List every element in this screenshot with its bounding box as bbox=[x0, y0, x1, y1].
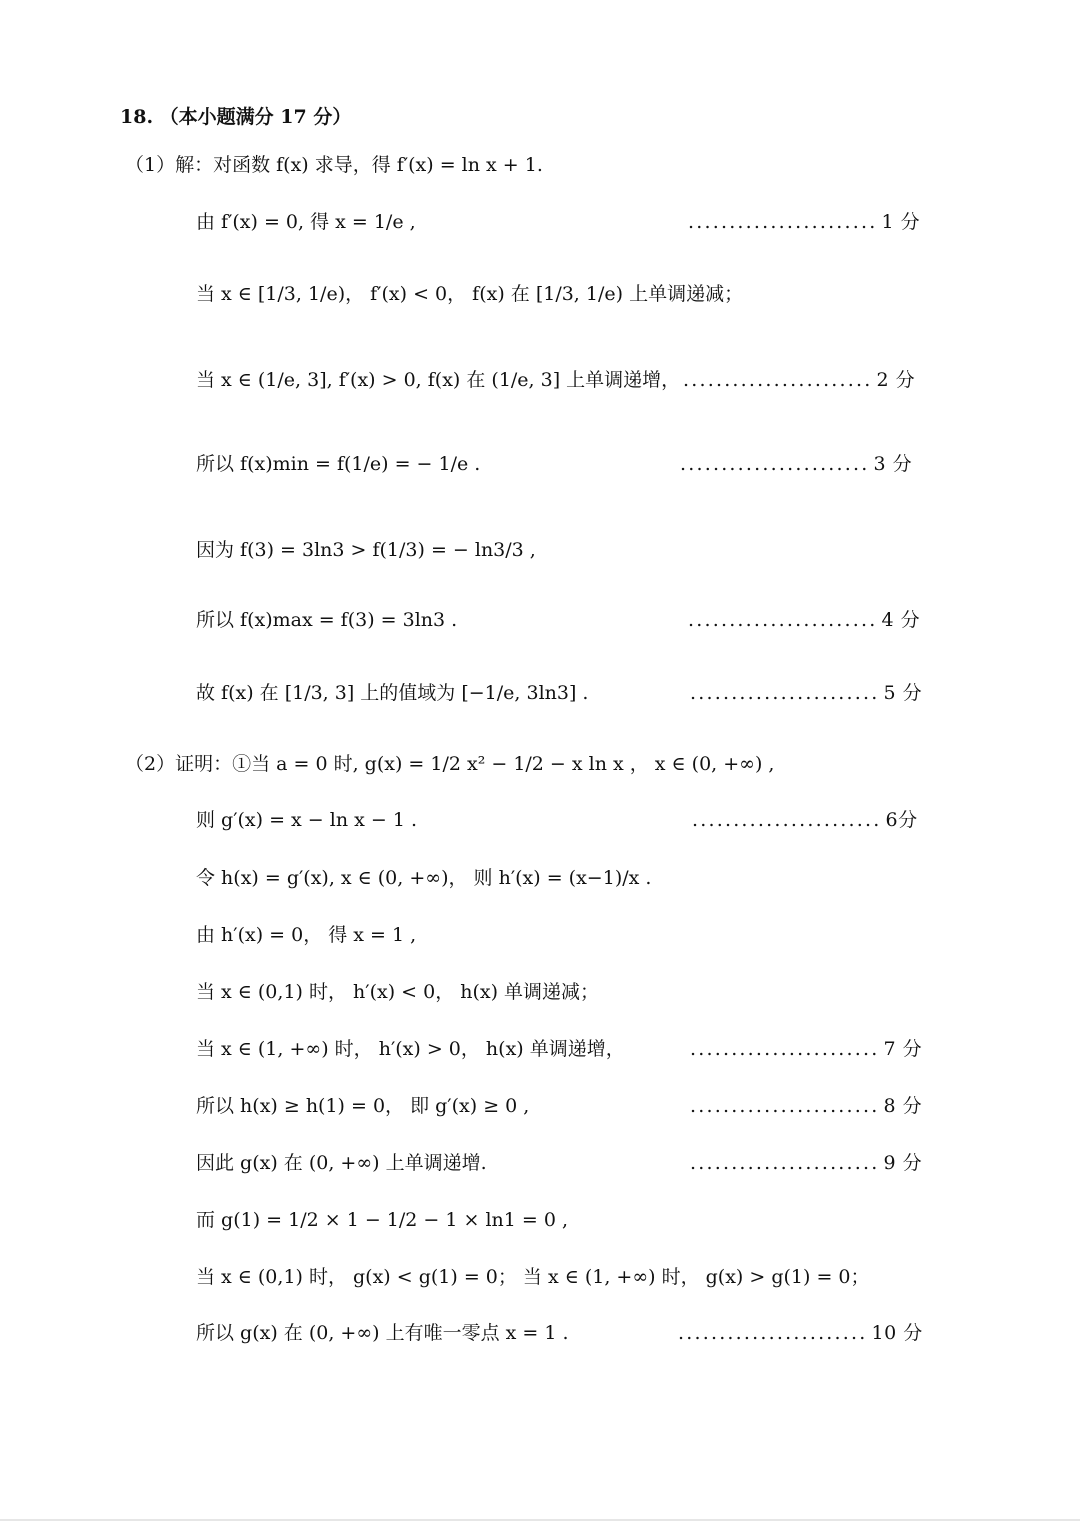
leader-dots: ....................... bbox=[688, 609, 878, 631]
leader-dots: ....................... bbox=[683, 369, 873, 391]
line-text: 所以 f(x)min = f(1/e) = − 1/e . bbox=[196, 453, 481, 475]
score-value: 4 分 bbox=[881, 609, 921, 631]
score-mark bbox=[690, 671, 922, 715]
line-text: 因为 f(3) = 3ln3 > f(1/3) = − ln3/3 , bbox=[196, 539, 536, 561]
score-value: 9 分 bbox=[883, 1152, 923, 1174]
problem-title: 18. （本小题满分 17 分） bbox=[120, 106, 352, 128]
score-value: 10 分 bbox=[871, 1322, 923, 1344]
line-text: 因此 g(x) 在 (0, +∞) 上单调递增. bbox=[196, 1152, 487, 1174]
line-text: 故 f(x) 在 [1/3, 3] 上的值域为 [−1/e, 3ln3] . bbox=[196, 682, 589, 704]
line-text: 而 g(1) = 1/2 × 1 − 1/2 − 1 × ln1 = 0 , bbox=[196, 1209, 569, 1231]
line-text: （2）证明：①当 a = 0 时, g(x) = 1/2 x² − 1/2 − x ln x ， x ∈ (0, +∞) , bbox=[125, 753, 775, 775]
leader-dots: ....................... bbox=[692, 809, 882, 831]
leader-dots: ....................... bbox=[690, 1152, 880, 1174]
line-text: 则 g′(x) = x − ln x − 1 . bbox=[196, 809, 418, 831]
score-value: 5 分 bbox=[883, 682, 923, 704]
score-mark bbox=[690, 1084, 922, 1128]
leader-dots: ....................... bbox=[690, 682, 880, 704]
score-value: 1 分 bbox=[881, 211, 921, 233]
score-value: 2 分 bbox=[876, 369, 916, 391]
score-mark bbox=[692, 798, 918, 842]
score-mark bbox=[690, 1141, 922, 1185]
leader-dots: ....................... bbox=[678, 1322, 868, 1344]
score-mark bbox=[690, 1027, 922, 1071]
page-bottom-edge bbox=[0, 1519, 1080, 1521]
score-mark bbox=[678, 1311, 923, 1355]
score-mark bbox=[688, 598, 920, 642]
line-text: 当 x ∈ (0,1) 时， g(x) < g(1) = 0； 当 x ∈ (1, +∞) 时， g(x) > g(1) = 0； bbox=[196, 1266, 870, 1288]
line-text: 由 h′(x) = 0， 得 x = 1 , bbox=[196, 924, 417, 946]
score-mark bbox=[680, 442, 912, 486]
line-text: 令 h(x) = g′(x), x ∈ (0, +∞)， 则 h′(x) = (x−1)/x . bbox=[196, 867, 652, 889]
line-text: 由 f′(x) = 0, 得 x = 1/e , bbox=[196, 211, 416, 233]
score-value: 6分 bbox=[885, 809, 918, 831]
line-text: 所以 h(x) ≥ h(1) = 0， 即 g′(x) ≥ 0 , bbox=[196, 1095, 530, 1117]
line-text: 当 x ∈ (1/e, 3], f′(x) > 0, f(x) 在 (1/e, 3] 上单调递增， bbox=[196, 369, 681, 391]
line-text: 所以 f(x)max = f(3) = 3ln3 . bbox=[196, 609, 458, 631]
line-text: 所以 g(x) 在 (0, +∞) 上有唯一零点 x = 1 . bbox=[196, 1322, 569, 1344]
score-value: 7 分 bbox=[883, 1038, 923, 1060]
line-text: 当 x ∈ [1/3, 1/e)， f′(x) < 0， f(x) 在 [1/3, 1/e) 上单调递减； bbox=[196, 283, 744, 305]
line-text: 当 x ∈ (1, +∞) 时， h′(x) > 0， h(x) 单调递增， bbox=[196, 1038, 625, 1060]
leader-dots: ....................... bbox=[688, 211, 878, 233]
leader-dots: ....................... bbox=[690, 1095, 880, 1117]
score-mark bbox=[683, 358, 915, 402]
score-value: 3 分 bbox=[873, 453, 913, 475]
leader-dots: ....................... bbox=[680, 453, 870, 475]
line-text: （1）解：对函数 f(x) 求导，得 f′(x) = ln x + 1. bbox=[125, 154, 543, 176]
score-mark bbox=[688, 200, 920, 244]
leader-dots: ....................... bbox=[690, 1038, 880, 1060]
line-text: 当 x ∈ (0,1) 时， h′(x) < 0， h(x) 单调递减； bbox=[196, 981, 600, 1003]
score-value: 8 分 bbox=[883, 1095, 923, 1117]
